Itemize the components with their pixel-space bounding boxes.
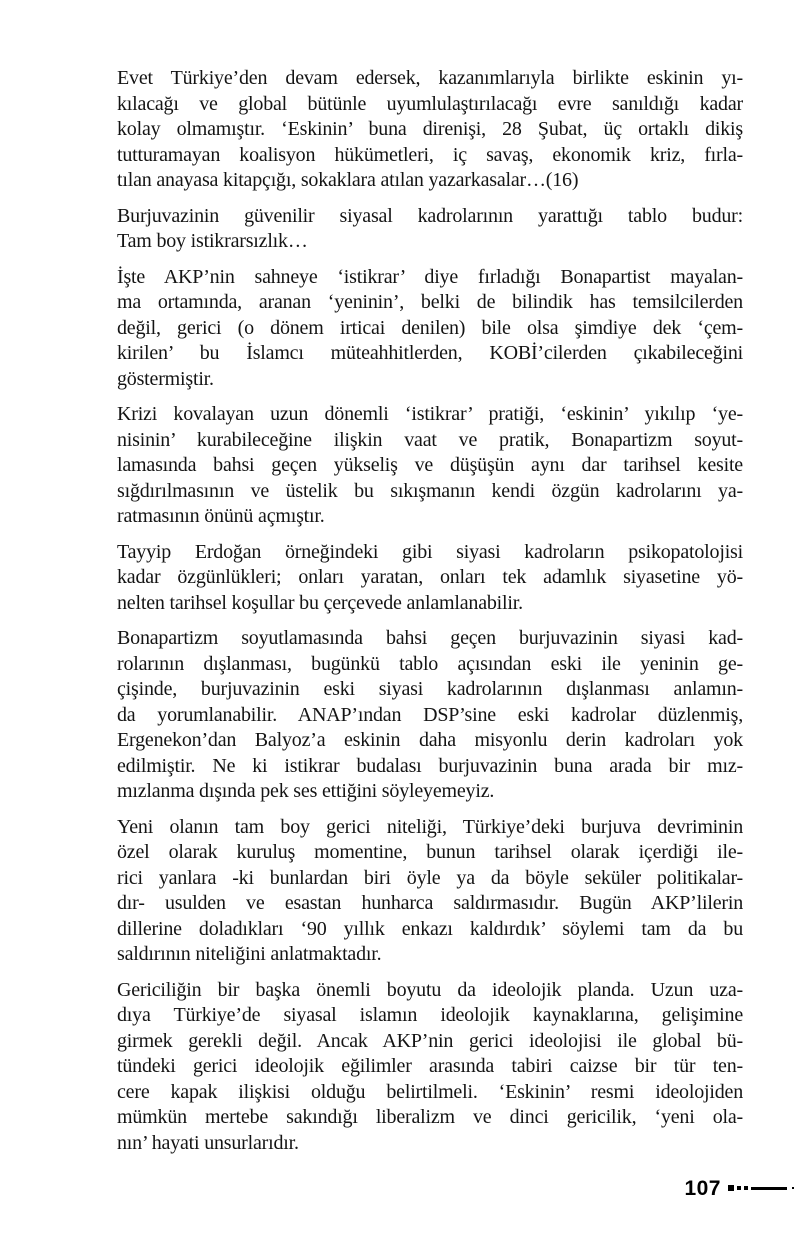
text-line: girmek gerekli değil. Ancak AKP’nin gerici ideolojisi ile global bü- [117, 1029, 743, 1052]
text-line: Tayyip Erdoğan örneğindeki gibi siyasi kadroların psikopatolojisi [117, 540, 743, 563]
rule-line [751, 1187, 787, 1190]
paragraph-6 [117, 626, 743, 805]
text-line: Ergenekon’dan Balyoz’a eskinin daha misyonlu derin kadroları yok [117, 729, 743, 751]
text-line: Gericiliğin bir başka önemli boyutu da ideolojik planda. Uzun uza- [117, 978, 743, 1001]
text-line: cere kapak ilişkisi olduğu belirtilmeli. ‘Eskinin’ resmi ideolojiden [117, 1080, 743, 1103]
text-line: tutturamayan koalisyon hükümetleri, iç savaş, ekonomik kriz, fırla- [117, 143, 743, 166]
text-line: Yeni olanın tam boy gerici niteliği, Türkiye’deki burjuva devriminin [117, 815, 743, 838]
text-line: tılan anayasa kitapçığı, sokaklara atılan yazarkasalar…(16) [117, 169, 579, 191]
text-line: dıya Türkiye’de siyasal islamın ideolojik kaynaklarına, gelişimine [117, 1004, 743, 1026]
page-footer [684, 1177, 794, 1199]
paragraph-7 [117, 815, 743, 968]
text-line: İşte AKP’nin sahneye ‘istikrar’ diye fırladığı Bonapartist mayalan- [117, 265, 743, 288]
end-dot-icon [792, 1187, 794, 1189]
text-line: edilmiştir. Ne ki istikrar budalası burjuvazinin buna arada bir mız- [117, 754, 743, 777]
text-line: nisinin’ kurabileceğine ilişkin vaat ve pratik, Bonapartizm soyut- [117, 428, 743, 451]
square-bullet-icon [728, 1185, 734, 1191]
text-line: saldırının niteliğini anlatmaktadır. [117, 943, 382, 965]
text-line: kirilen’ bu İslamcı müteahhitlerden, KOBİ’cilerden çıkabileceğini [117, 342, 743, 364]
text-line: ma ortamında, aranan ‘yeninin’, belki de bilindik has temsilcilerden [117, 291, 743, 313]
paragraph-5 [117, 540, 743, 617]
text-line: dillerine doladıkları ‘90 yıllık enkazı kaldırdık’ söylemi tam da bu [117, 917, 743, 940]
text-line: mümkün mertebe sakındığı liberalizm ve dinci gericilik, ‘yeni ola- [117, 1106, 743, 1128]
text-line: tündeki gerici ideolojik eğilimler arasında tabiri caizse bir tür ten- [117, 1055, 743, 1077]
text-line: kadar özgünlükleri; onları yaratan, onları tek adamlık siyasetine yö- [117, 566, 743, 588]
text-line: Tam boy istikrarsızlık… [117, 230, 308, 252]
text-line: çişinde, burjuvazinin eski siyasi kadrolarının dışlanması anlamın- [117, 678, 743, 700]
paragraph-2 [117, 204, 743, 255]
page-number: 107 [684, 1176, 721, 1200]
text-line: sığdırılmasının ve üstelik bu sıkışmanın kendi özgün kadrolarını ya- [117, 479, 743, 502]
text-line: kolay olmamıştır. ‘Eskinin’ buna direnişi, 28 Şubat, üç ortaklı dikiş [117, 118, 743, 140]
square-bullet-icon [737, 1186, 741, 1190]
text-line: Bonapartizm soyutlamasında bahsi geçen burjuvazinin siyasi kad- [117, 627, 743, 649]
text-line: rolarının dışlanması, bugünkü tablo açısından eski ile yeninin ge- [117, 652, 743, 675]
text-line: da yorumlanabilir. ANAP’ından DSP’sine eski kadrolar düzlenmiş, [117, 703, 743, 726]
text-line: Burjuvazinin güvenilir siyasal kadrolarının yarattığı tablo budur: [117, 204, 743, 227]
text-line: dır- usulden ve esastan hunharca saldırmasıdır. Bugün AKP’lilerin [117, 892, 743, 914]
footer-ornament [728, 1185, 794, 1191]
text-line: değil, gerici (o dönem irticai denilen) bile olsa şimdiye dek ‘çem- [117, 316, 743, 339]
body-text [117, 66, 743, 1166]
text-line: rici yanlara -ki bunlardan biri öyle ya da böyle seküler politikalar- [117, 866, 743, 889]
paragraph-4 [117, 402, 743, 530]
paragraph-8 [117, 978, 743, 1157]
text-line: göstermiştir. [117, 367, 214, 390]
paragraph-1 [117, 66, 743, 194]
text-line: mızlanma dışında pek ses ettiğini söyleyemeyiz. [117, 780, 495, 802]
square-bullet-icon [744, 1186, 748, 1190]
text-line: nın’ hayati unsurlarıdır. [117, 1131, 299, 1154]
text-line: lamasında bahsi geçen yükseliş ve düşüşün aynı dar tarihsel kesite [117, 454, 743, 476]
text-line: nelten tarihsel koşullar bu çerçevede anlamlanabilir. [117, 591, 523, 614]
text-line: Krizi kovalayan uzun dönemli ‘istikrar’ pratiği, ‘eskinin’ yıkılıp ‘ye- [117, 403, 743, 425]
text-line: kılacağı ve global bütünle uyumlulaştırılacağı evre sanıldığı kadar [117, 92, 743, 115]
paragraph-3 [117, 265, 743, 393]
text-line: özel olarak kuruluş momentine, bunun tarihsel olarak içerdiği ile- [117, 841, 743, 863]
text-line: ratmasının önünü açmıştır. [117, 505, 325, 527]
text-line: Evet Türkiye’den devam edersek, kazanımlarıyla birlikte eskinin yı- [117, 67, 743, 89]
